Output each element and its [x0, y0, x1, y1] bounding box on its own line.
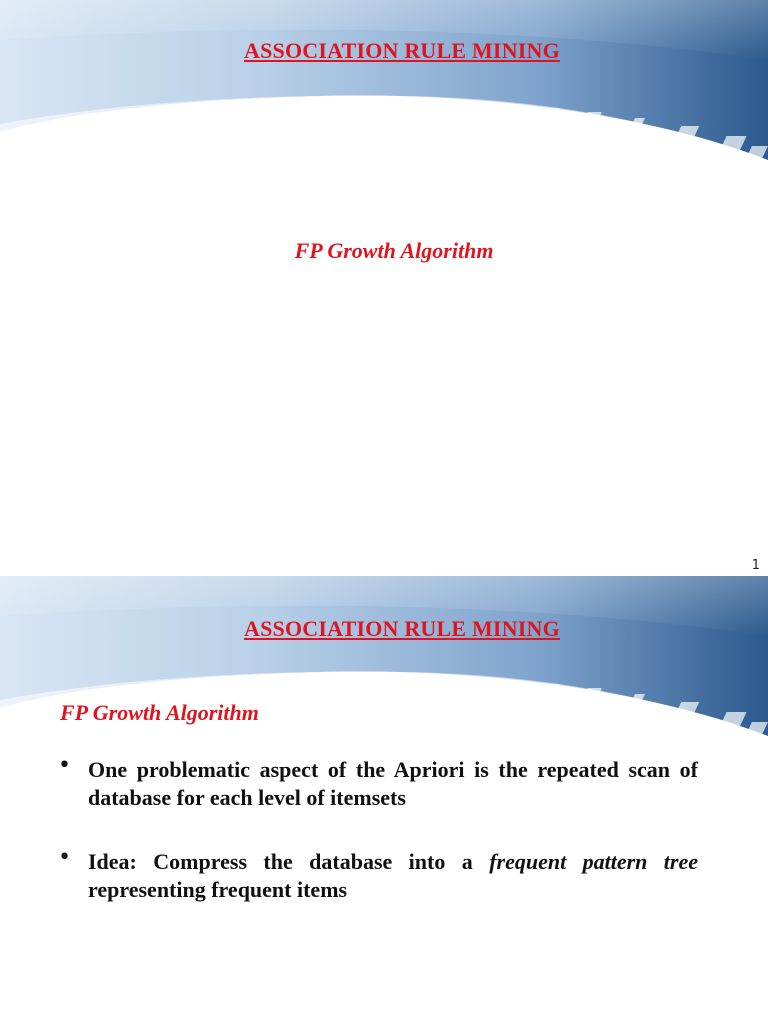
- slide-subtitle: FP Growth Algorithm: [294, 238, 494, 263]
- slide-header-banner: [0, 576, 768, 776]
- bullet-text: Idea: Compress the database into a: [88, 849, 490, 874]
- page-number: 1: [751, 558, 760, 573]
- section-heading: FP Growth Algorithm: [60, 700, 259, 725]
- bullet-text: representing frequent items: [88, 877, 348, 902]
- bullet-text: One problematic aspect of the Apriori is the repeated scan of database for each level of itemsets: [88, 757, 698, 810]
- slide-title: ASSOCIATION RULE MINING: [244, 616, 560, 641]
- list-item: [58, 845, 698, 904]
- slide-2: [0, 576, 768, 1024]
- bullet-icon: •: [58, 753, 71, 778]
- bullet-icon: •: [58, 845, 71, 870]
- list-item: [58, 753, 698, 812]
- slide-header-banner: [0, 0, 768, 200]
- bullet-text-emphasis: frequent pattern tree: [489, 849, 698, 874]
- slide-title: ASSOCIATION RULE MINING: [244, 38, 560, 63]
- bullet-list: [58, 753, 698, 940]
